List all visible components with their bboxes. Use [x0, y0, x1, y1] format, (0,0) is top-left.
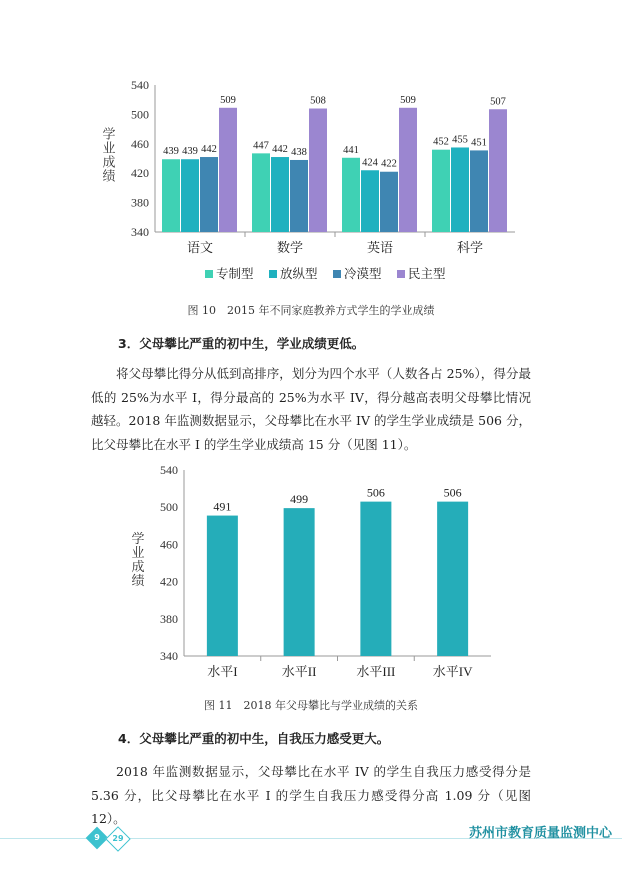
- data-label: 442: [272, 144, 288, 156]
- figure-caption-10: 图 10 2015 年不同家庭教养方式学生的学业成绩: [187, 304, 435, 317]
- bar: [219, 108, 237, 232]
- y-tick-label: 340: [160, 649, 178, 663]
- y-tick-label: 460: [131, 136, 149, 151]
- data-label: 507: [490, 96, 506, 108]
- bar: [309, 109, 327, 232]
- bar: [284, 508, 315, 656]
- y-tick-label: 540: [160, 463, 178, 477]
- y-tick-label: 540: [131, 78, 149, 92]
- bar: [361, 170, 379, 232]
- legend-swatch: [205, 270, 213, 278]
- y-tick-label: 420: [160, 574, 178, 589]
- bar: [181, 159, 199, 232]
- x-tick-label: 水平II: [281, 664, 317, 679]
- legend-swatch: [397, 270, 405, 278]
- x-tick-label: 语文: [186, 240, 214, 255]
- data-label: 452: [433, 136, 449, 148]
- legend-swatch: [333, 270, 341, 278]
- y-axis-label: 学业成绩: [102, 126, 116, 184]
- x-tick-label: 水平I: [207, 664, 238, 679]
- data-label: 441: [343, 144, 359, 156]
- paragraph-1: [91, 362, 531, 456]
- bar: [342, 158, 360, 232]
- y-tick-label: 460: [160, 537, 178, 552]
- figure-caption-11: 图 11 2018 年父母攀比与学业成绩的关系: [204, 699, 418, 712]
- x-tick-label: 数学: [276, 240, 304, 255]
- paragraph-2-text: 2018 年监测数据显示，父母攀比在水平 IV 的学生自我压力感受得分是 5.36 分，比父母攀比在水平 I 的学生自我压力感受得分高 1.09 分（见图 12）。: [91, 764, 531, 826]
- data-label: 424: [362, 157, 378, 169]
- y-tick-label: 340: [131, 225, 149, 239]
- paragraph-2: [91, 760, 531, 831]
- legend-label: 冷漠型: [344, 267, 382, 281]
- data-label: 439: [182, 146, 198, 158]
- y-tick-label: 420: [131, 166, 149, 181]
- data-label: 491: [213, 499, 232, 514]
- data-label: 422: [381, 158, 397, 170]
- data-label: 455: [452, 134, 468, 146]
- total-pages: 29: [112, 834, 124, 843]
- bar: [290, 160, 308, 232]
- data-label: 509: [220, 94, 236, 106]
- bar: [207, 516, 238, 656]
- data-label: 447: [253, 140, 269, 152]
- y-axis-label: 学业成绩: [131, 531, 145, 588]
- data-label: 442: [201, 144, 217, 156]
- bar: [437, 502, 468, 656]
- bar: [200, 157, 218, 232]
- legend-label: 专制型: [216, 267, 254, 281]
- bar: [162, 159, 180, 232]
- legend-swatch: [269, 270, 277, 278]
- bar: [432, 150, 450, 232]
- data-label: 499: [290, 492, 309, 507]
- bar: [399, 108, 417, 232]
- chart-fig11: [0, 462, 622, 687]
- bar: [252, 153, 270, 232]
- x-tick-label: 水平IV: [432, 664, 473, 679]
- data-label: 509: [400, 94, 416, 106]
- y-tick-label: 500: [131, 107, 149, 122]
- bar: [380, 172, 398, 232]
- page-number: 9: [94, 833, 100, 842]
- y-tick-label: 380: [160, 611, 178, 626]
- x-tick-label: 水平III: [356, 664, 396, 679]
- bar: [451, 147, 469, 232]
- legend-label: 民主型: [408, 267, 446, 281]
- data-label: 451: [471, 137, 487, 149]
- legend-label: 放纵型: [280, 267, 318, 281]
- data-label: 506: [443, 485, 462, 500]
- paragraph-1-text: 将父母攀比得分从低到高排序，划分为四个水平（人数各占 25%），得分最低的 25%为水平 I，得分最高的 25%为水平 IV，得分越高表明父母攀比情况越轻。2018 年监测数据显示，父母攀比在水平 IV 的学生学业成绩是 506 分，比父母攀比在水平 I 的学生学业成绩高 15 分（见图 11）。: [91, 366, 531, 452]
- x-tick-label: 英语: [366, 240, 394, 255]
- data-label: 438: [291, 146, 307, 158]
- organization-name: 苏州市教育质量监测中心: [468, 826, 612, 841]
- data-label: 439: [163, 146, 179, 158]
- chart-fig10: [0, 70, 622, 295]
- data-label: 508: [310, 95, 326, 107]
- bar: [271, 157, 289, 232]
- x-tick-label: 科学: [456, 240, 484, 255]
- bar: [470, 150, 488, 232]
- bar: [489, 109, 507, 232]
- section-heading-4: 4．父母攀比严重的初中生，自我压力感受更大。: [118, 731, 390, 746]
- bar: [360, 502, 391, 656]
- y-tick-label: 380: [131, 195, 149, 210]
- data-label: 506: [366, 485, 385, 500]
- y-tick-label: 500: [160, 500, 178, 515]
- section-heading-3: 3．父母攀比严重的初中生，学业成绩更低。: [118, 336, 365, 351]
